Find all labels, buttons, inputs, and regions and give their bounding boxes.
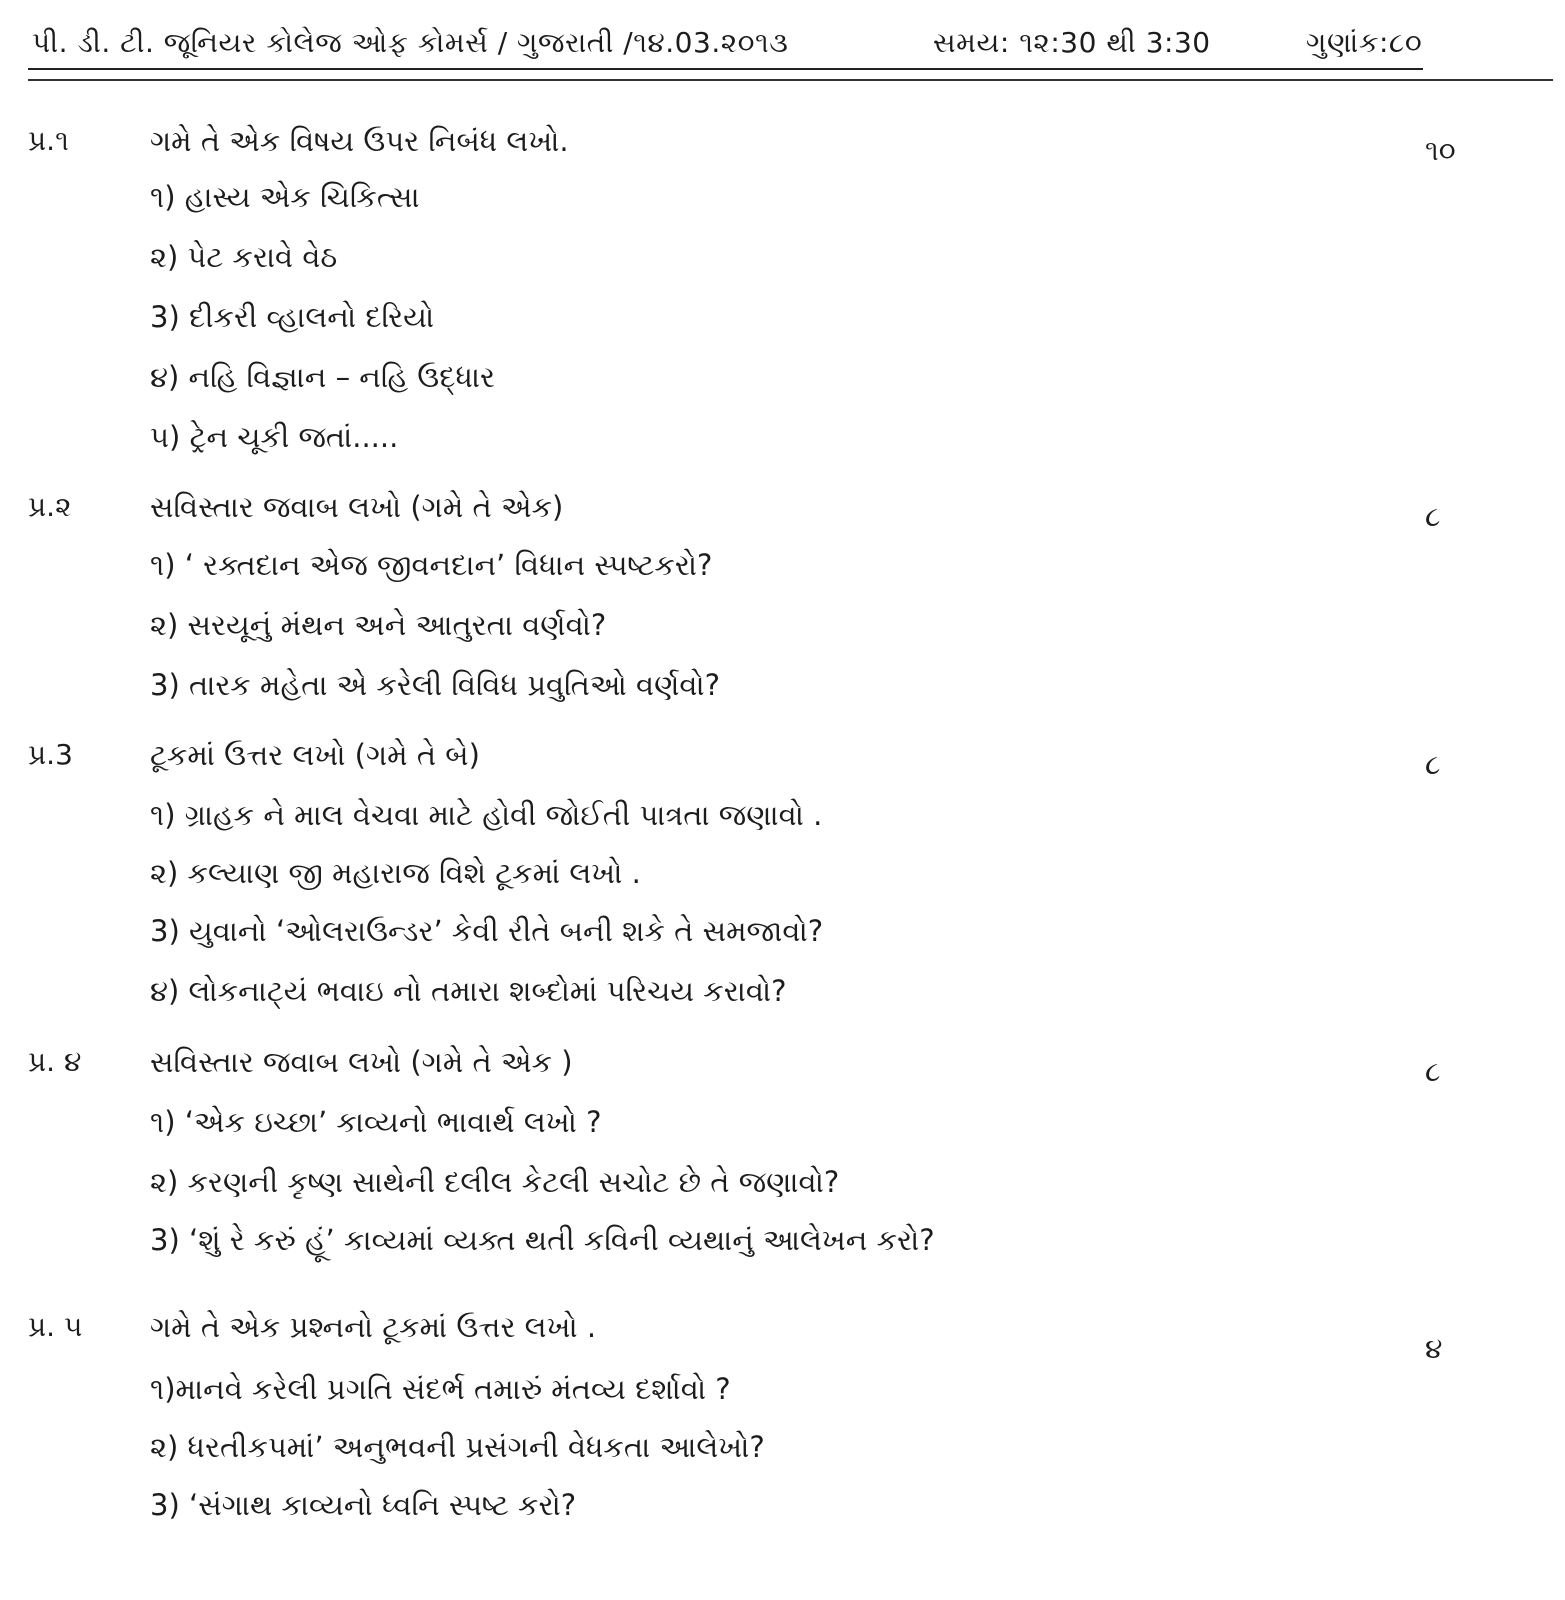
question-number: પ્ર.3 (28, 738, 73, 771)
question-text: ગમે તે એક પ્રશ્નનો ટૂકમાં ઉત્તર લખો . (150, 1310, 597, 1344)
exam-header (28, 18, 1423, 70)
question-marks: ૪ (1425, 1332, 1443, 1365)
question-marks: ૮ (1425, 1055, 1441, 1088)
question-option: ૨) કરણની કૃષ્ણ સાથેની દલીલ કેટલી સચોટ છે તે જણાવો? (150, 1165, 840, 1199)
question-option: 3) દીકરી વ્હાલનો દરિયો (150, 300, 435, 334)
question-option: 3) ‘સંગાથ કાવ્યનો ધ્વનિ સ્પષ્ટ કરો? (150, 1488, 577, 1522)
question-option: ૧) ‘ રક્તદાન એજ જીવનદાન’ વિધાન સ્પષ્ટકરો? (150, 548, 713, 582)
question-option: ૪) નહિ વિજ્ઞાન – નહિ ઉદ્ધાર (150, 360, 495, 394)
question-option: 3) યુવાનો ‘ઓલરાઉન્ડર’ કેવી રીતે બની શકે તે સમજાવો? (150, 914, 824, 948)
question-option: ૧) હાસ્ય એક ચિકિત્સા (150, 180, 420, 214)
question-text: ટૂકમાં ઉત્તર લખો (ગમે તે બે) (150, 738, 480, 772)
question-option: 3) તારક મહેતા એ કરેલી વિવિધ પ્રવુતિઓ વર્ણવો? (150, 668, 721, 702)
exam-total-marks: ગુણાંક:૮૦ (1306, 26, 1423, 59)
exam-title: પી. ડી. ટી. જૂનિયર કોલેજ ઓફ કોમર્સ / ગુજરાતી /૧૪.03.૨૦૧૩ (32, 26, 789, 59)
question-text: સવિસ્તાર જવાબ લખો (ગમે તે એક ) (150, 1045, 573, 1079)
exam-time: સમય: ૧૨:30 થી 3:30 (933, 26, 1211, 59)
question-option: ૧)માનવે કરેલી પ્રગતિ સંદર્ભ તમારું મંતવ્ય દર્શાવો ? (150, 1372, 731, 1406)
question-option: ૨) ધરતીકપમાં’ અનુભવની પ્રસંગની વેધકતા આલેખો? (150, 1430, 765, 1464)
question-number: પ્ર. ૫ (28, 1310, 83, 1343)
question-option: ૨) કલ્યાણ જી મહારાજ વિશે ટૂકમાં લખો . (150, 856, 641, 890)
question-option: ૧) ‘એક ઇચ્છા’ કાવ્યનો ભાવાર્થ લખો ? (150, 1105, 602, 1139)
question-number: પ્ર.૨ (28, 490, 72, 523)
question-option: ૨) સરયૂનું મંથન અને આતુરતા વર્ણવો? (150, 608, 607, 642)
question-number: પ્ર. ૪ (28, 1045, 82, 1078)
question-option: ૨) પેટ કરાવે વેઠ (150, 240, 338, 274)
question-marks: ૧૦ (1425, 134, 1456, 167)
header-divider (28, 79, 1553, 81)
question-option: ૧) ગ્રાહક ને માલ વેચવા માટે હોવી જોઈતી પાત્રતા જણાવો . (150, 798, 823, 832)
question-option: ૪) લોકનાટ્યં ભવાઇ નો તમારા શબ્દોમાં પરિચય કરાવો? (150, 974, 787, 1008)
question-marks: ૮ (1425, 500, 1441, 533)
question-text: સવિસ્તાર જવાબ લખો (ગમે તે એક) (150, 490, 564, 524)
question-option: 3) ‘શું રે કરું હૂં’ કાવ્યમાં વ્યક્ત થતી કવિની વ્યથાનું આલેખન કરો? (150, 1223, 935, 1257)
question-number: પ્ર.૧ (28, 124, 69, 157)
question-option: ૫) ટ્રેન ચૂકી જતાં..... (150, 420, 399, 454)
question-marks: ૮ (1425, 748, 1441, 781)
question-text: ગમે તે એક વિષય ઉપર નિબંધ લખો. (150, 124, 569, 158)
